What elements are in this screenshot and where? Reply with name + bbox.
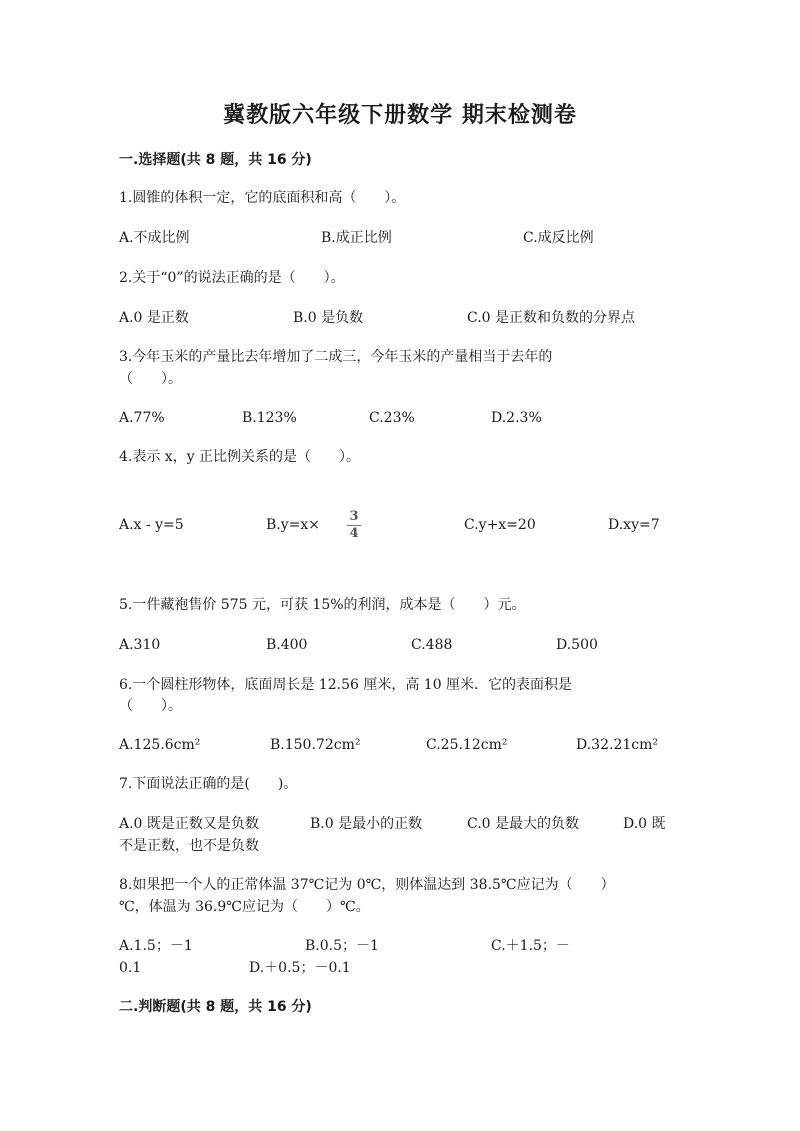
fraction-three-quarters (347, 510, 361, 541)
question-8-option-b: B.0.5；－1 (305, 938, 379, 954)
question-6-option-d: D.32.21cm² (576, 737, 658, 753)
question-4-option-a: A.x - y=5 (119, 517, 184, 533)
section-heading-choice: 一.选择题(共 8 题，共 16 分) (119, 152, 312, 168)
question-5-option-a: A.310 (119, 637, 161, 653)
question-7-option-b: B.0 是最小的正数 (310, 816, 423, 832)
question-2-option-b: B.0 是负数 (293, 310, 364, 326)
question-7-option-d-continued: 不是正数，也不是负数 (119, 838, 259, 854)
question-4-option-b: B.y=x× (266, 517, 321, 533)
question-8-option-d: D.＋0.5；－0.1 (249, 960, 351, 976)
question-1-option-b: B.成正比例 (321, 230, 392, 246)
question-2-option-a: A.0 是正数 (119, 310, 189, 326)
fraction-denominator: 4 (349, 526, 359, 541)
question-1-option-c: C.成反比例 (523, 230, 594, 246)
question-6-option-a: A.125.6cm² (119, 737, 201, 753)
question-8-option-a: A.1.5；－1 (119, 938, 193, 954)
page-title: 冀教版六年级下册数学 期末检测卷 (223, 102, 577, 128)
question-1-stem: 1.圆锥的体积一定，它的底面积和高（ ）。 (119, 190, 406, 206)
question-4-option-d: D.xy=7 (608, 517, 660, 533)
question-5-option-b: B.400 (266, 637, 308, 653)
question-3-stem-line1: 3.今年玉米的产量比去年增加了二成三，今年玉米的产量相当于去年的 (119, 349, 553, 365)
question-2-option-c: C.0 是正数和负数的分界点 (467, 310, 636, 326)
question-8-stem-line1: 8.如果把一个人的正常体温 37℃记为 0℃，则体温达到 38.5℃应记为（ ） (119, 877, 615, 893)
question-6-stem-line1: 6.一个圆柱形物体，底面周长是 12.56 厘米，高 10 厘米．它的表面积是 (119, 677, 573, 693)
fraction-numerator: 3 (349, 509, 359, 524)
question-5-stem: 5.一件藏袍售价 575 元，可获 15%的利润，成本是（ ）元。 (119, 597, 526, 613)
question-4-option-c: C.y+x=20 (464, 517, 536, 533)
question-8-option-c: C.＋1.5；－ (491, 938, 570, 954)
section-heading-judgement: 二.判断题(共 8 题，共 16 分) (119, 999, 312, 1015)
question-3-stem-line2: （ ）。 (119, 371, 182, 387)
question-1-option-a: A.不成比例 (119, 230, 190, 246)
question-6-option-b: B.150.72cm² (270, 737, 361, 753)
question-7-stem: 7.下面说法正确的是( )。 (119, 776, 298, 792)
question-3-option-d: D.2.3% (491, 410, 542, 426)
question-3-option-a: A.77% (119, 410, 165, 426)
question-5-option-c: C.488 (411, 637, 453, 653)
question-7-option-d: D.0 既 (623, 816, 666, 832)
question-7-option-a: A.0 既是正数又是负数 (119, 816, 259, 832)
question-2-stem: 2.关于“0”的说法正确的是（ ）。 (119, 270, 345, 286)
question-6-stem-line2: （ ）。 (119, 698, 182, 714)
question-3-option-b: B.123% (242, 410, 297, 426)
question-7-option-c: C.0 是最大的负数 (467, 816, 580, 832)
question-4-stem: 4.表示 x，y 正比例关系的是（ ）。 (119, 449, 361, 465)
question-8-option-c-continued: 0.1 (119, 960, 142, 976)
question-5-option-d: D.500 (556, 637, 598, 653)
question-6-option-c: C.25.12cm² (426, 737, 508, 753)
question-8-stem-line2: ℃，体温为 36.9℃应记为（ ）℃。 (119, 899, 370, 915)
question-3-option-c: C.23% (369, 410, 415, 426)
